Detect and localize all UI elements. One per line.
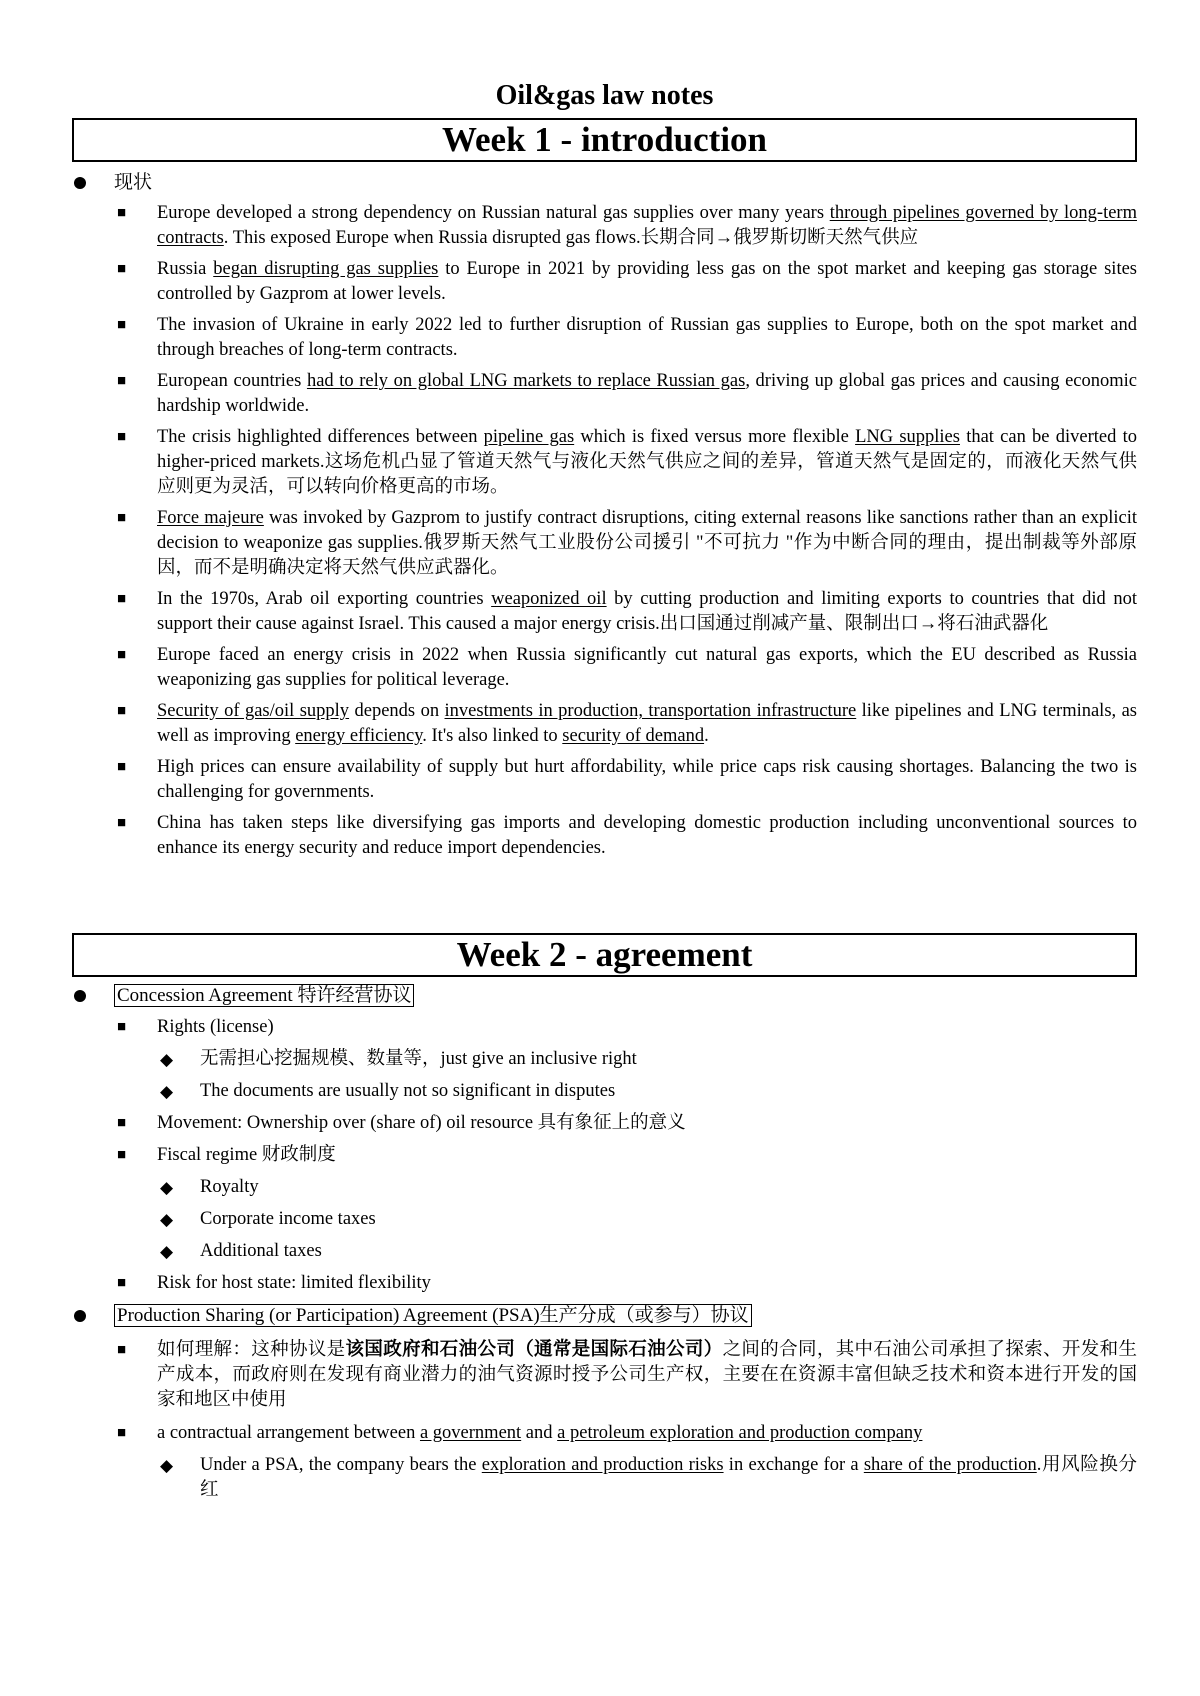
week2-heading: Week 2 - agreement [72, 933, 1137, 977]
square-bullet-icon: ■ [117, 429, 127, 445]
week1-topic: 现状 [72, 170, 1137, 195]
diamond-bullet-icon: ◆ [160, 1050, 174, 1069]
square-bullet-icon: ■ [117, 317, 127, 333]
bullet-dot-icon [72, 983, 114, 1008]
bullet-dot-icon [72, 1303, 114, 1328]
document-title: Oil&gas law notes [495, 80, 714, 111]
diamond-bullet-icon: ◆ [160, 1178, 174, 1197]
square-bullet-icon: ■ [117, 815, 127, 831]
list-item: ■ 如何理解：这种协议是该国政府和石油公司（通常是国际石油公司）之间的合同，其中石油公司承担了探索、开发和生产成本，而政府则在发现有商业潜力的油气资源时授予公司生产权，主要在在资源丰富但缺乏技术和资本进行开发的国家和地区中使用 [117, 1340, 1137, 1410]
list-item: ■ Risk for host state: limited flexibility [72, 1271, 1137, 1296]
bullet-dot-icon [72, 170, 114, 195]
week1-heading: Week 1 - introduction [72, 118, 1137, 162]
list-item: ◆ Corporate income taxes [72, 1207, 1137, 1232]
list-item: ■ The invasion of Ukraine in early 2022 led to further disruption of Russian gas supplies to Europe, both on the spot market and through breaches of long-term contracts. [117, 315, 1137, 360]
list-item: ■ High prices can ensure availability of supply but hurt affordability, while price caps risk causing shortages. Balancing the two is challenging for governments. [117, 757, 1137, 802]
concession-agreement-topic: Concession Agreement 特许经营协议 [72, 983, 1137, 1008]
list-item: ◆ Under a PSA, the company bears the exploration and production risks in exchange for a share of the production.用风险换分红 [160, 1455, 1137, 1500]
diamond-bullet-icon: ◆ [160, 1242, 174, 1261]
square-bullet-icon: ■ [117, 261, 127, 277]
square-bullet-icon: ■ [117, 1019, 127, 1035]
square-bullet-icon: ■ [117, 1275, 127, 1291]
list-item: ■ Russia began disrupting gas supplies to Europe in 2021 by providing less gas on the spot market and keeping gas storage sites controlled by Gazprom at lower levels. [117, 259, 1137, 304]
list-item: ◆ Royalty [72, 1175, 1137, 1200]
week1-list [72, 170, 1137, 861]
square-bullet-icon: ■ [117, 1147, 127, 1163]
list-item: ■ Europe faced an energy crisis in 2022 when Russia significantly cut natural gas exports, which the EU described as Russia weaponizing gas supplies for political leverage. [117, 645, 1137, 690]
square-bullet-icon: ■ [117, 703, 127, 719]
square-bullet-icon: ■ [117, 373, 127, 389]
square-bullet-icon: ■ [117, 647, 127, 663]
list-item: ■ Force majeure was invoked by Gazprom to justify contract disruptions, citing external reasons like sanctions rather than an explicit decision to weaponize gas supplies.俄罗斯天然气工业股份公司援引 "不可抗力 "作为中断合同的理由，提出制裁等外部原因，而不是明确决定将天然气供应武器化。 [117, 508, 1137, 578]
square-bullet-icon: ■ [117, 759, 127, 775]
psa-topic: Production Sharing (or Participation) Agreement (PSA)生产分成（或参与）协议 [72, 1303, 1137, 1328]
square-bullet-icon: ■ [117, 1342, 127, 1358]
diamond-bullet-icon: ◆ [160, 1210, 174, 1229]
square-bullet-icon: ■ [117, 205, 127, 221]
square-bullet-icon: ■ [117, 1425, 127, 1441]
list-item: ◆ Additional taxes [72, 1239, 1137, 1264]
document-page [72, 80, 1137, 1503]
list-item: ■ a contractual arrangement between a government and a petroleum exploration and production company [72, 1421, 1137, 1446]
list-item: ■ European countries had to rely on global LNG markets to replace Russian gas, driving up global gas prices and causing economic hardship worldwide. [117, 371, 1138, 416]
square-bullet-icon: ■ [117, 510, 127, 526]
square-bullet-icon: ■ [117, 1115, 127, 1131]
list-item: ■ The crisis highlighted differences between pipeline gas which is fixed versus more flexible LNG supplies that can be diverted to higher-priced markets.这场危机凸显了管道天然气与液化天然气供应之间的差异，管道天然气是固定的，而液化天然气供应则更为灵活，可以转向价格更高的市场。 [117, 427, 1137, 497]
list-item: ■ In the 1970s, Arab oil exporting countries weaponized oil by cutting production and limiting exports to countries that did not support their cause against Israel. This caused a major energy crisis.出口国通过削减产量、限制出口→将石油武器化 [117, 589, 1138, 634]
square-bullet-icon: ■ [117, 591, 127, 607]
list-item: ■ Rights (license) [72, 1015, 1137, 1040]
list-item: ■ China has taken steps like diversifying gas imports and developing domestic production including unconventional sources to enhance its energy security and reduce import dependencies. [117, 813, 1137, 858]
list-item: ■ Fiscal regime 财政制度 [72, 1143, 1137, 1168]
diamond-bullet-icon: ◆ [160, 1456, 174, 1475]
list-item: ■ Security of gas/oil supply depends on investments in production, transportation infrastructure like pipelines and LNG terminals, as well as improving energy efficiency. It's also linked to security of demand. [117, 701, 1137, 746]
list-item: ■ Movement: Ownership over (share of) oil resource 具有象征上的意义 [72, 1111, 1137, 1136]
list-item: ◆ 无需担心挖掘规模、数量等，just give an inclusive right [72, 1047, 1137, 1072]
list-item: ■ Europe developed a strong dependency on Russian natural gas supplies over many years through pipelines governed by long-term contracts. This exposed Europe when Russia disrupted gas flows.长期合同→俄罗斯切断天然气供应 [117, 203, 1137, 248]
list-item: ◆ The documents are usually not so significant in disputes [72, 1079, 1137, 1104]
diamond-bullet-icon: ◆ [160, 1082, 174, 1101]
week2-list [72, 983, 1137, 1503]
